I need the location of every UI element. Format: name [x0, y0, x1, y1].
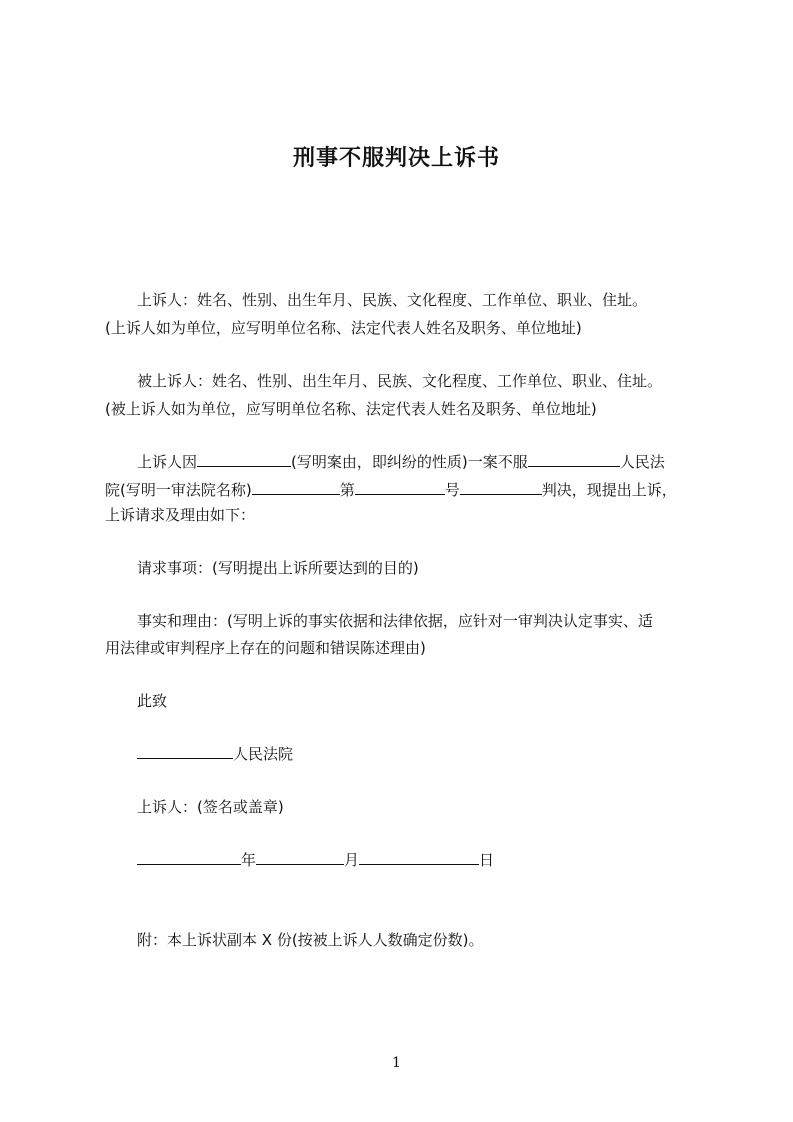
cause2-text-a: 院(写明一审法院名称)	[105, 481, 252, 499]
cause-line-2	[105, 480, 705, 500]
cause-text-a: 上诉人因	[137, 453, 198, 471]
attachment-note: 附：本上诉状副本 X 份(按被上诉人人数确定份数)。	[137, 931, 484, 949]
cause2-text-c: 号	[444, 481, 460, 499]
date-line	[105, 850, 737, 870]
day-blank[interactable]	[359, 850, 479, 865]
cause-line-1	[105, 452, 737, 472]
court-suffix: 人民法院	[233, 745, 294, 763]
appellee-line-1: 被上诉人：姓名、性别、出生年月、民族、文化程度、工作单位、职业、住址。	[137, 372, 663, 390]
court-blank[interactable]	[137, 744, 233, 759]
case-type-blank[interactable]	[355, 480, 445, 495]
day-label: 日	[479, 851, 495, 869]
case-cause-blank[interactable]	[197, 452, 291, 467]
document-title: 刑事不服判决上诉书	[292, 146, 500, 171]
year-blank[interactable]	[137, 850, 241, 865]
court-line	[105, 744, 737, 764]
month-label: 月	[344, 851, 360, 869]
signature-line: 上诉人：(签名或盖章)	[137, 798, 284, 816]
cause-text-b: (写明案由，即纠纷的性质)一案不服	[291, 453, 528, 471]
appellant-line-1: 上诉人：姓名、性别、出生年月、民族、文化程度、工作单位、职业、住址。	[137, 291, 648, 309]
request-items: 请求事项：(写明提出上诉所要达到的目的)	[137, 559, 419, 577]
cause-text-c: 人民法	[619, 453, 665, 471]
year-label: 年	[241, 851, 257, 869]
page-number: 1	[392, 1055, 401, 1071]
cause2-text-d: 判决，现提出上诉，	[541, 481, 677, 499]
facts-line-1: 事实和理由：(写明上诉的事实依据和法律依据，应针对一审判决认定事实、适	[137, 612, 653, 630]
case-year-blank[interactable]	[252, 480, 340, 495]
appellant-line-2: (上诉人如为单位，应写明单位名称、法定代表人姓名及职务、单位地址)	[105, 319, 582, 337]
court-name-blank[interactable]	[528, 452, 620, 467]
case-number-blank[interactable]	[460, 480, 542, 495]
appellee-line-2: (被上诉人如为单位，应写明单位名称、法定代表人姓名及职务、单位地址)	[105, 400, 597, 418]
cause-line-3: 上诉请求及理由如下：	[105, 506, 256, 524]
month-blank[interactable]	[256, 850, 344, 865]
salutation: 此致	[137, 692, 168, 710]
cause2-text-b: 第	[339, 481, 355, 499]
facts-line-2: 用法律或审判程序上存在的问题和错误陈述理由)	[105, 639, 426, 657]
